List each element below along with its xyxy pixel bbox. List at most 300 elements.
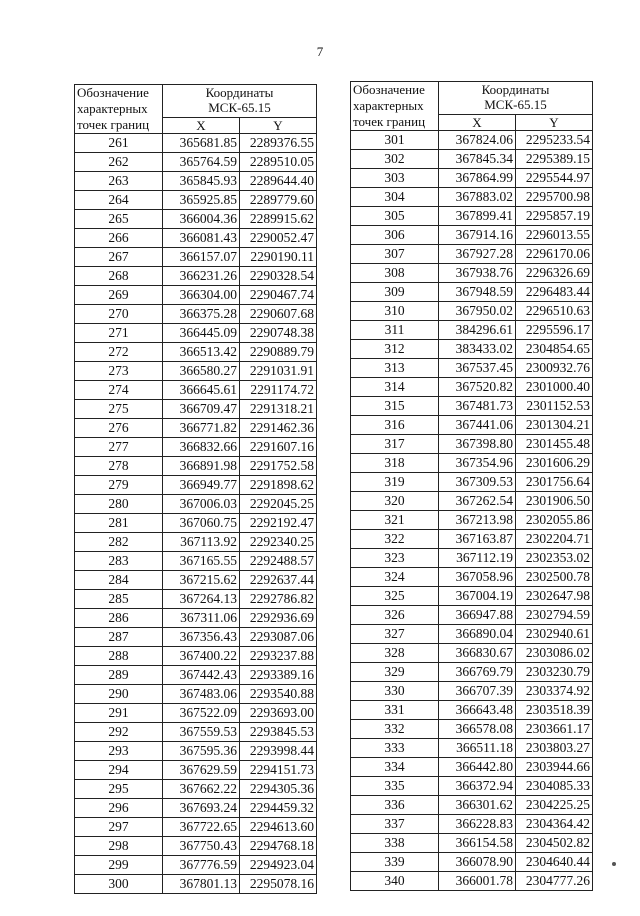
x-coordinate-cell: 367058.96 bbox=[439, 568, 516, 587]
table-row bbox=[75, 305, 317, 324]
y-coordinate-cell: 2303086.02 bbox=[516, 644, 593, 663]
x-coordinate-cell: 365681.85 bbox=[163, 134, 240, 153]
point-number-cell: 337 bbox=[351, 815, 439, 834]
header-y: Y bbox=[240, 118, 317, 134]
table-row bbox=[75, 419, 317, 438]
x-coordinate-cell: 366771.82 bbox=[163, 419, 240, 438]
table-row bbox=[351, 720, 593, 739]
x-coordinate-cell: 367927.28 bbox=[439, 245, 516, 264]
point-number-cell: 324 bbox=[351, 568, 439, 587]
x-coordinate-cell: 367112.19 bbox=[439, 549, 516, 568]
point-number-cell: 270 bbox=[75, 305, 163, 324]
table-row bbox=[351, 340, 593, 359]
x-coordinate-cell: 367824.06 bbox=[439, 131, 516, 150]
point-number-cell: 266 bbox=[75, 229, 163, 248]
x-coordinate-cell: 366375.28 bbox=[163, 305, 240, 324]
table-row bbox=[351, 644, 593, 663]
x-coordinate-cell: 366372.94 bbox=[439, 777, 516, 796]
table-row bbox=[75, 210, 317, 229]
x-coordinate-cell: 367776.59 bbox=[163, 856, 240, 875]
table-row bbox=[75, 343, 317, 362]
table-row bbox=[75, 267, 317, 286]
table-row bbox=[351, 549, 593, 568]
point-number-cell: 273 bbox=[75, 362, 163, 381]
y-coordinate-cell: 2301152.53 bbox=[516, 397, 593, 416]
x-coordinate-cell: 366231.26 bbox=[163, 267, 240, 286]
table-row bbox=[351, 473, 593, 492]
table-row bbox=[351, 397, 593, 416]
point-number-cell: 317 bbox=[351, 435, 439, 454]
y-coordinate-cell: 2290889.79 bbox=[240, 343, 317, 362]
y-coordinate-cell: 2293845.53 bbox=[240, 723, 317, 742]
table-row bbox=[75, 609, 317, 628]
y-coordinate-cell: 2289779.60 bbox=[240, 191, 317, 210]
y-coordinate-cell: 2296013.55 bbox=[516, 226, 593, 245]
header-point-label: Обозначение характерных точек границ bbox=[75, 85, 163, 134]
point-number-cell: 293 bbox=[75, 742, 163, 761]
x-coordinate-cell: 366442.80 bbox=[439, 758, 516, 777]
x-coordinate-cell: 366228.83 bbox=[439, 815, 516, 834]
table-row bbox=[351, 264, 593, 283]
point-number-cell: 303 bbox=[351, 169, 439, 188]
x-coordinate-cell: 367006.03 bbox=[163, 495, 240, 514]
x-coordinate-cell: 367950.02 bbox=[439, 302, 516, 321]
point-number-cell: 264 bbox=[75, 191, 163, 210]
point-number-cell: 290 bbox=[75, 685, 163, 704]
table-row bbox=[75, 590, 317, 609]
y-coordinate-cell: 2302647.98 bbox=[516, 587, 593, 606]
x-coordinate-cell: 365845.93 bbox=[163, 172, 240, 191]
point-number-cell: 287 bbox=[75, 628, 163, 647]
x-coordinate-cell: 367483.06 bbox=[163, 685, 240, 704]
point-number-cell: 288 bbox=[75, 647, 163, 666]
table-row bbox=[75, 761, 317, 780]
table-row bbox=[75, 799, 317, 818]
table-row bbox=[351, 530, 593, 549]
x-coordinate-cell: 367722.65 bbox=[163, 818, 240, 837]
table-row bbox=[351, 492, 593, 511]
table-row bbox=[351, 682, 593, 701]
table-row bbox=[75, 856, 317, 875]
point-number-cell: 307 bbox=[351, 245, 439, 264]
x-coordinate-cell: 367938.76 bbox=[439, 264, 516, 283]
y-coordinate-cell: 2290052.47 bbox=[240, 229, 317, 248]
y-coordinate-cell: 2295233.54 bbox=[516, 131, 593, 150]
y-coordinate-cell: 2292340.25 bbox=[240, 533, 317, 552]
y-coordinate-cell: 2302204.71 bbox=[516, 530, 593, 549]
x-coordinate-cell: 366830.67 bbox=[439, 644, 516, 663]
point-number-cell: 338 bbox=[351, 834, 439, 853]
table-row bbox=[351, 587, 593, 606]
y-coordinate-cell: 2302940.61 bbox=[516, 625, 593, 644]
table-row bbox=[75, 134, 317, 153]
table-row bbox=[351, 511, 593, 530]
point-number-cell: 334 bbox=[351, 758, 439, 777]
y-coordinate-cell: 2302353.02 bbox=[516, 549, 593, 568]
table-row bbox=[75, 552, 317, 571]
y-coordinate-cell: 2300932.76 bbox=[516, 359, 593, 378]
table-row bbox=[75, 704, 317, 723]
table-row bbox=[75, 514, 317, 533]
y-coordinate-cell: 2290467.74 bbox=[240, 286, 317, 305]
x-coordinate-cell: 367481.73 bbox=[439, 397, 516, 416]
x-coordinate-cell: 367520.82 bbox=[439, 378, 516, 397]
y-coordinate-cell: 2291462.36 bbox=[240, 419, 317, 438]
table-row bbox=[75, 286, 317, 305]
point-number-cell: 323 bbox=[351, 549, 439, 568]
x-coordinate-cell: 367948.59 bbox=[439, 283, 516, 302]
x-coordinate-cell: 367311.06 bbox=[163, 609, 240, 628]
point-number-cell: 267 bbox=[75, 248, 163, 267]
point-number-cell: 299 bbox=[75, 856, 163, 875]
y-coordinate-cell: 2289510.05 bbox=[240, 153, 317, 172]
point-number-cell: 329 bbox=[351, 663, 439, 682]
point-number-cell: 276 bbox=[75, 419, 163, 438]
table-row bbox=[75, 229, 317, 248]
table-row bbox=[75, 571, 317, 590]
x-coordinate-cell: 366891.98 bbox=[163, 457, 240, 476]
table-row bbox=[75, 381, 317, 400]
point-number-cell: 272 bbox=[75, 343, 163, 362]
point-number-cell: 261 bbox=[75, 134, 163, 153]
point-number-cell: 297 bbox=[75, 818, 163, 837]
point-number-cell: 311 bbox=[351, 321, 439, 340]
x-coordinate-cell: 366707.39 bbox=[439, 682, 516, 701]
table-row bbox=[75, 476, 317, 495]
y-coordinate-cell: 2303661.17 bbox=[516, 720, 593, 739]
point-number-cell: 271 bbox=[75, 324, 163, 343]
point-number-cell: 289 bbox=[75, 666, 163, 685]
point-number-cell: 277 bbox=[75, 438, 163, 457]
point-number-cell: 301 bbox=[351, 131, 439, 150]
y-coordinate-cell: 2295389.15 bbox=[516, 150, 593, 169]
y-coordinate-cell: 2303518.39 bbox=[516, 701, 593, 720]
y-coordinate-cell: 2301455.48 bbox=[516, 435, 593, 454]
x-coordinate-cell: 366081.43 bbox=[163, 229, 240, 248]
y-coordinate-cell: 2294768.18 bbox=[240, 837, 317, 856]
page-number: 7 bbox=[316, 44, 324, 59]
table-row bbox=[351, 815, 593, 834]
y-coordinate-cell: 2301304.21 bbox=[516, 416, 593, 435]
y-coordinate-cell: 2292637.44 bbox=[240, 571, 317, 590]
y-coordinate-cell: 2295078.16 bbox=[240, 875, 317, 894]
header-x: X bbox=[163, 118, 240, 134]
y-coordinate-cell: 2296510.63 bbox=[516, 302, 593, 321]
x-coordinate-cell: 366832.66 bbox=[163, 438, 240, 457]
y-coordinate-cell: 2302500.78 bbox=[516, 568, 593, 587]
point-number-cell: 328 bbox=[351, 644, 439, 663]
y-coordinate-cell: 2290748.38 bbox=[240, 324, 317, 343]
x-coordinate-cell: 367750.43 bbox=[163, 837, 240, 856]
table-row bbox=[75, 172, 317, 191]
x-coordinate-cell: 366157.07 bbox=[163, 248, 240, 267]
point-number-cell: 265 bbox=[75, 210, 163, 229]
point-number-cell: 333 bbox=[351, 739, 439, 758]
x-coordinate-cell: 366154.58 bbox=[439, 834, 516, 853]
point-number-cell: 294 bbox=[75, 761, 163, 780]
x-coordinate-cell: 367914.16 bbox=[439, 226, 516, 245]
x-coordinate-cell: 366709.47 bbox=[163, 400, 240, 419]
x-coordinate-cell: 367356.43 bbox=[163, 628, 240, 647]
point-number-cell: 332 bbox=[351, 720, 439, 739]
x-coordinate-cell: 367537.45 bbox=[439, 359, 516, 378]
table-row bbox=[75, 153, 317, 172]
header-x: X bbox=[439, 115, 516, 131]
point-number-cell: 286 bbox=[75, 609, 163, 628]
y-coordinate-cell: 2292488.57 bbox=[240, 552, 317, 571]
table-row bbox=[75, 666, 317, 685]
point-number-cell: 325 bbox=[351, 587, 439, 606]
y-coordinate-cell: 2291898.62 bbox=[240, 476, 317, 495]
x-coordinate-cell: 366513.42 bbox=[163, 343, 240, 362]
point-number-cell: 313 bbox=[351, 359, 439, 378]
table-row bbox=[351, 701, 593, 720]
table-row bbox=[351, 169, 593, 188]
y-coordinate-cell: 2293237.88 bbox=[240, 647, 317, 666]
y-coordinate-cell: 2291607.16 bbox=[240, 438, 317, 457]
point-number-cell: 305 bbox=[351, 207, 439, 226]
table-row bbox=[75, 818, 317, 837]
point-number-cell: 306 bbox=[351, 226, 439, 245]
x-coordinate-cell: 367864.99 bbox=[439, 169, 516, 188]
y-coordinate-cell: 2290328.54 bbox=[240, 267, 317, 286]
y-coordinate-cell: 2304854.65 bbox=[516, 340, 593, 359]
point-number-cell: 320 bbox=[351, 492, 439, 511]
x-coordinate-cell: 366301.62 bbox=[439, 796, 516, 815]
point-number-cell: 314 bbox=[351, 378, 439, 397]
x-coordinate-cell: 366001.78 bbox=[439, 872, 516, 891]
coordinates-table-left bbox=[74, 84, 317, 894]
x-coordinate-cell: 367442.43 bbox=[163, 666, 240, 685]
point-number-cell: 263 bbox=[75, 172, 163, 191]
x-coordinate-cell: 366304.00 bbox=[163, 286, 240, 305]
y-coordinate-cell: 2289915.62 bbox=[240, 210, 317, 229]
point-number-cell: 336 bbox=[351, 796, 439, 815]
x-coordinate-cell: 367163.87 bbox=[439, 530, 516, 549]
point-number-cell: 300 bbox=[75, 875, 163, 894]
x-coordinate-cell: 366445.09 bbox=[163, 324, 240, 343]
point-number-cell: 304 bbox=[351, 188, 439, 207]
table-row bbox=[75, 780, 317, 799]
x-coordinate-cell: 366890.04 bbox=[439, 625, 516, 644]
point-number-cell: 335 bbox=[351, 777, 439, 796]
x-coordinate-cell: 367883.02 bbox=[439, 188, 516, 207]
point-number-cell: 279 bbox=[75, 476, 163, 495]
y-coordinate-cell: 2292045.25 bbox=[240, 495, 317, 514]
table-row bbox=[351, 131, 593, 150]
table-row bbox=[351, 435, 593, 454]
point-number-cell: 280 bbox=[75, 495, 163, 514]
table-row bbox=[351, 416, 593, 435]
y-coordinate-cell: 2292936.69 bbox=[240, 609, 317, 628]
y-coordinate-cell: 2302055.86 bbox=[516, 511, 593, 530]
x-coordinate-cell: 366511.18 bbox=[439, 739, 516, 758]
table-row bbox=[351, 739, 593, 758]
x-coordinate-cell: 366769.79 bbox=[439, 663, 516, 682]
x-coordinate-cell: 367264.13 bbox=[163, 590, 240, 609]
x-coordinate-cell: 367899.41 bbox=[439, 207, 516, 226]
point-number-cell: 283 bbox=[75, 552, 163, 571]
y-coordinate-cell: 2304085.33 bbox=[516, 777, 593, 796]
x-coordinate-cell: 366949.77 bbox=[163, 476, 240, 495]
point-number-cell: 275 bbox=[75, 400, 163, 419]
point-number-cell: 340 bbox=[351, 872, 439, 891]
x-coordinate-cell: 367213.98 bbox=[439, 511, 516, 530]
y-coordinate-cell: 2294459.32 bbox=[240, 799, 317, 818]
point-number-cell: 315 bbox=[351, 397, 439, 416]
coordinates-table-right bbox=[350, 81, 593, 891]
table-row bbox=[351, 834, 593, 853]
x-coordinate-cell: 366004.36 bbox=[163, 210, 240, 229]
table-row bbox=[351, 283, 593, 302]
table-row bbox=[351, 872, 593, 891]
y-coordinate-cell: 2303374.92 bbox=[516, 682, 593, 701]
table-row bbox=[351, 150, 593, 169]
y-coordinate-cell: 2295544.97 bbox=[516, 169, 593, 188]
x-coordinate-cell: 367845.34 bbox=[439, 150, 516, 169]
x-coordinate-cell: 367629.59 bbox=[163, 761, 240, 780]
x-coordinate-cell: 383433.02 bbox=[439, 340, 516, 359]
x-coordinate-cell: 367595.36 bbox=[163, 742, 240, 761]
point-number-cell: 308 bbox=[351, 264, 439, 283]
table-row bbox=[351, 454, 593, 473]
y-coordinate-cell: 2301606.29 bbox=[516, 454, 593, 473]
table-row bbox=[75, 248, 317, 267]
y-coordinate-cell: 2293540.88 bbox=[240, 685, 317, 704]
table-row bbox=[351, 321, 593, 340]
x-coordinate-cell: 367262.54 bbox=[439, 492, 516, 511]
x-coordinate-cell: 367693.24 bbox=[163, 799, 240, 818]
table-row bbox=[351, 777, 593, 796]
y-coordinate-cell: 2293389.16 bbox=[240, 666, 317, 685]
header-y: Y bbox=[516, 115, 593, 131]
x-coordinate-cell: 384296.61 bbox=[439, 321, 516, 340]
x-coordinate-cell: 367441.06 bbox=[439, 416, 516, 435]
table-row bbox=[351, 226, 593, 245]
table-row bbox=[75, 837, 317, 856]
y-coordinate-cell: 2293693.00 bbox=[240, 704, 317, 723]
point-number-cell: 339 bbox=[351, 853, 439, 872]
header-point-label: Обозначение характерных точек границ bbox=[351, 82, 439, 131]
point-number-cell: 282 bbox=[75, 533, 163, 552]
table-row bbox=[351, 359, 593, 378]
y-coordinate-cell: 2292192.47 bbox=[240, 514, 317, 533]
y-coordinate-cell: 2295857.19 bbox=[516, 207, 593, 226]
point-number-cell: 274 bbox=[75, 381, 163, 400]
table-row bbox=[75, 742, 317, 761]
point-number-cell: 285 bbox=[75, 590, 163, 609]
x-coordinate-cell: 366643.48 bbox=[439, 701, 516, 720]
header-coordinates-group: Координаты МСК-65.15 bbox=[163, 85, 317, 118]
point-number-cell: 318 bbox=[351, 454, 439, 473]
table-row bbox=[351, 758, 593, 777]
point-number-cell: 312 bbox=[351, 340, 439, 359]
table-row bbox=[351, 606, 593, 625]
x-coordinate-cell: 367060.75 bbox=[163, 514, 240, 533]
table-row bbox=[75, 438, 317, 457]
point-number-cell: 295 bbox=[75, 780, 163, 799]
table-row bbox=[351, 796, 593, 815]
y-coordinate-cell: 2291752.58 bbox=[240, 457, 317, 476]
x-coordinate-cell: 367801.13 bbox=[163, 875, 240, 894]
y-coordinate-cell: 2303803.27 bbox=[516, 739, 593, 758]
point-number-cell: 330 bbox=[351, 682, 439, 701]
point-number-cell: 302 bbox=[351, 150, 439, 169]
point-number-cell: 298 bbox=[75, 837, 163, 856]
point-number-cell: 309 bbox=[351, 283, 439, 302]
table-row bbox=[75, 685, 317, 704]
point-number-cell: 310 bbox=[351, 302, 439, 321]
point-number-cell: 292 bbox=[75, 723, 163, 742]
header-coordinates-group: Координаты МСК-65.15 bbox=[439, 82, 593, 115]
x-coordinate-cell: 366947.88 bbox=[439, 606, 516, 625]
x-coordinate-cell: 366580.27 bbox=[163, 362, 240, 381]
point-number-cell: 331 bbox=[351, 701, 439, 720]
y-coordinate-cell: 2296326.69 bbox=[516, 264, 593, 283]
y-coordinate-cell: 2301000.40 bbox=[516, 378, 593, 397]
point-number-cell: 326 bbox=[351, 606, 439, 625]
y-coordinate-cell: 2290190.11 bbox=[240, 248, 317, 267]
table-row bbox=[75, 324, 317, 343]
table-row bbox=[75, 362, 317, 381]
x-coordinate-cell: 367354.96 bbox=[439, 454, 516, 473]
table-row bbox=[75, 400, 317, 419]
x-coordinate-cell: 367113.92 bbox=[163, 533, 240, 552]
x-coordinate-cell: 367398.80 bbox=[439, 435, 516, 454]
x-coordinate-cell: 367662.22 bbox=[163, 780, 240, 799]
x-coordinate-cell: 367309.53 bbox=[439, 473, 516, 492]
y-coordinate-cell: 2304225.25 bbox=[516, 796, 593, 815]
point-number-cell: 268 bbox=[75, 267, 163, 286]
point-number-cell: 327 bbox=[351, 625, 439, 644]
x-coordinate-cell: 367165.55 bbox=[163, 552, 240, 571]
point-number-cell: 291 bbox=[75, 704, 163, 723]
table-row bbox=[351, 663, 593, 682]
y-coordinate-cell: 2295700.98 bbox=[516, 188, 593, 207]
y-coordinate-cell: 2292786.82 bbox=[240, 590, 317, 609]
table-row bbox=[351, 853, 593, 872]
point-number-cell: 269 bbox=[75, 286, 163, 305]
y-coordinate-cell: 2290607.68 bbox=[240, 305, 317, 324]
y-coordinate-cell: 2295596.17 bbox=[516, 321, 593, 340]
x-coordinate-cell: 365925.85 bbox=[163, 191, 240, 210]
y-coordinate-cell: 2302794.59 bbox=[516, 606, 593, 625]
y-coordinate-cell: 2294923.04 bbox=[240, 856, 317, 875]
y-coordinate-cell: 2289376.55 bbox=[240, 134, 317, 153]
x-coordinate-cell: 366078.90 bbox=[439, 853, 516, 872]
table-row bbox=[75, 457, 317, 476]
table-row bbox=[351, 207, 593, 226]
table-row bbox=[75, 191, 317, 210]
x-coordinate-cell: 367215.62 bbox=[163, 571, 240, 590]
y-coordinate-cell: 2303944.66 bbox=[516, 758, 593, 777]
y-coordinate-cell: 2291174.72 bbox=[240, 381, 317, 400]
table-row bbox=[75, 723, 317, 742]
point-number-cell: 322 bbox=[351, 530, 439, 549]
table-row bbox=[351, 245, 593, 264]
x-coordinate-cell: 366578.08 bbox=[439, 720, 516, 739]
point-number-cell: 262 bbox=[75, 153, 163, 172]
y-coordinate-cell: 2294151.73 bbox=[240, 761, 317, 780]
point-number-cell: 296 bbox=[75, 799, 163, 818]
point-number-cell: 278 bbox=[75, 457, 163, 476]
x-coordinate-cell: 366645.61 bbox=[163, 381, 240, 400]
y-coordinate-cell: 2301906.50 bbox=[516, 492, 593, 511]
y-coordinate-cell: 2304502.82 bbox=[516, 834, 593, 853]
y-coordinate-cell: 2304777.26 bbox=[516, 872, 593, 891]
scan-dot bbox=[612, 862, 616, 866]
table-row bbox=[351, 188, 593, 207]
